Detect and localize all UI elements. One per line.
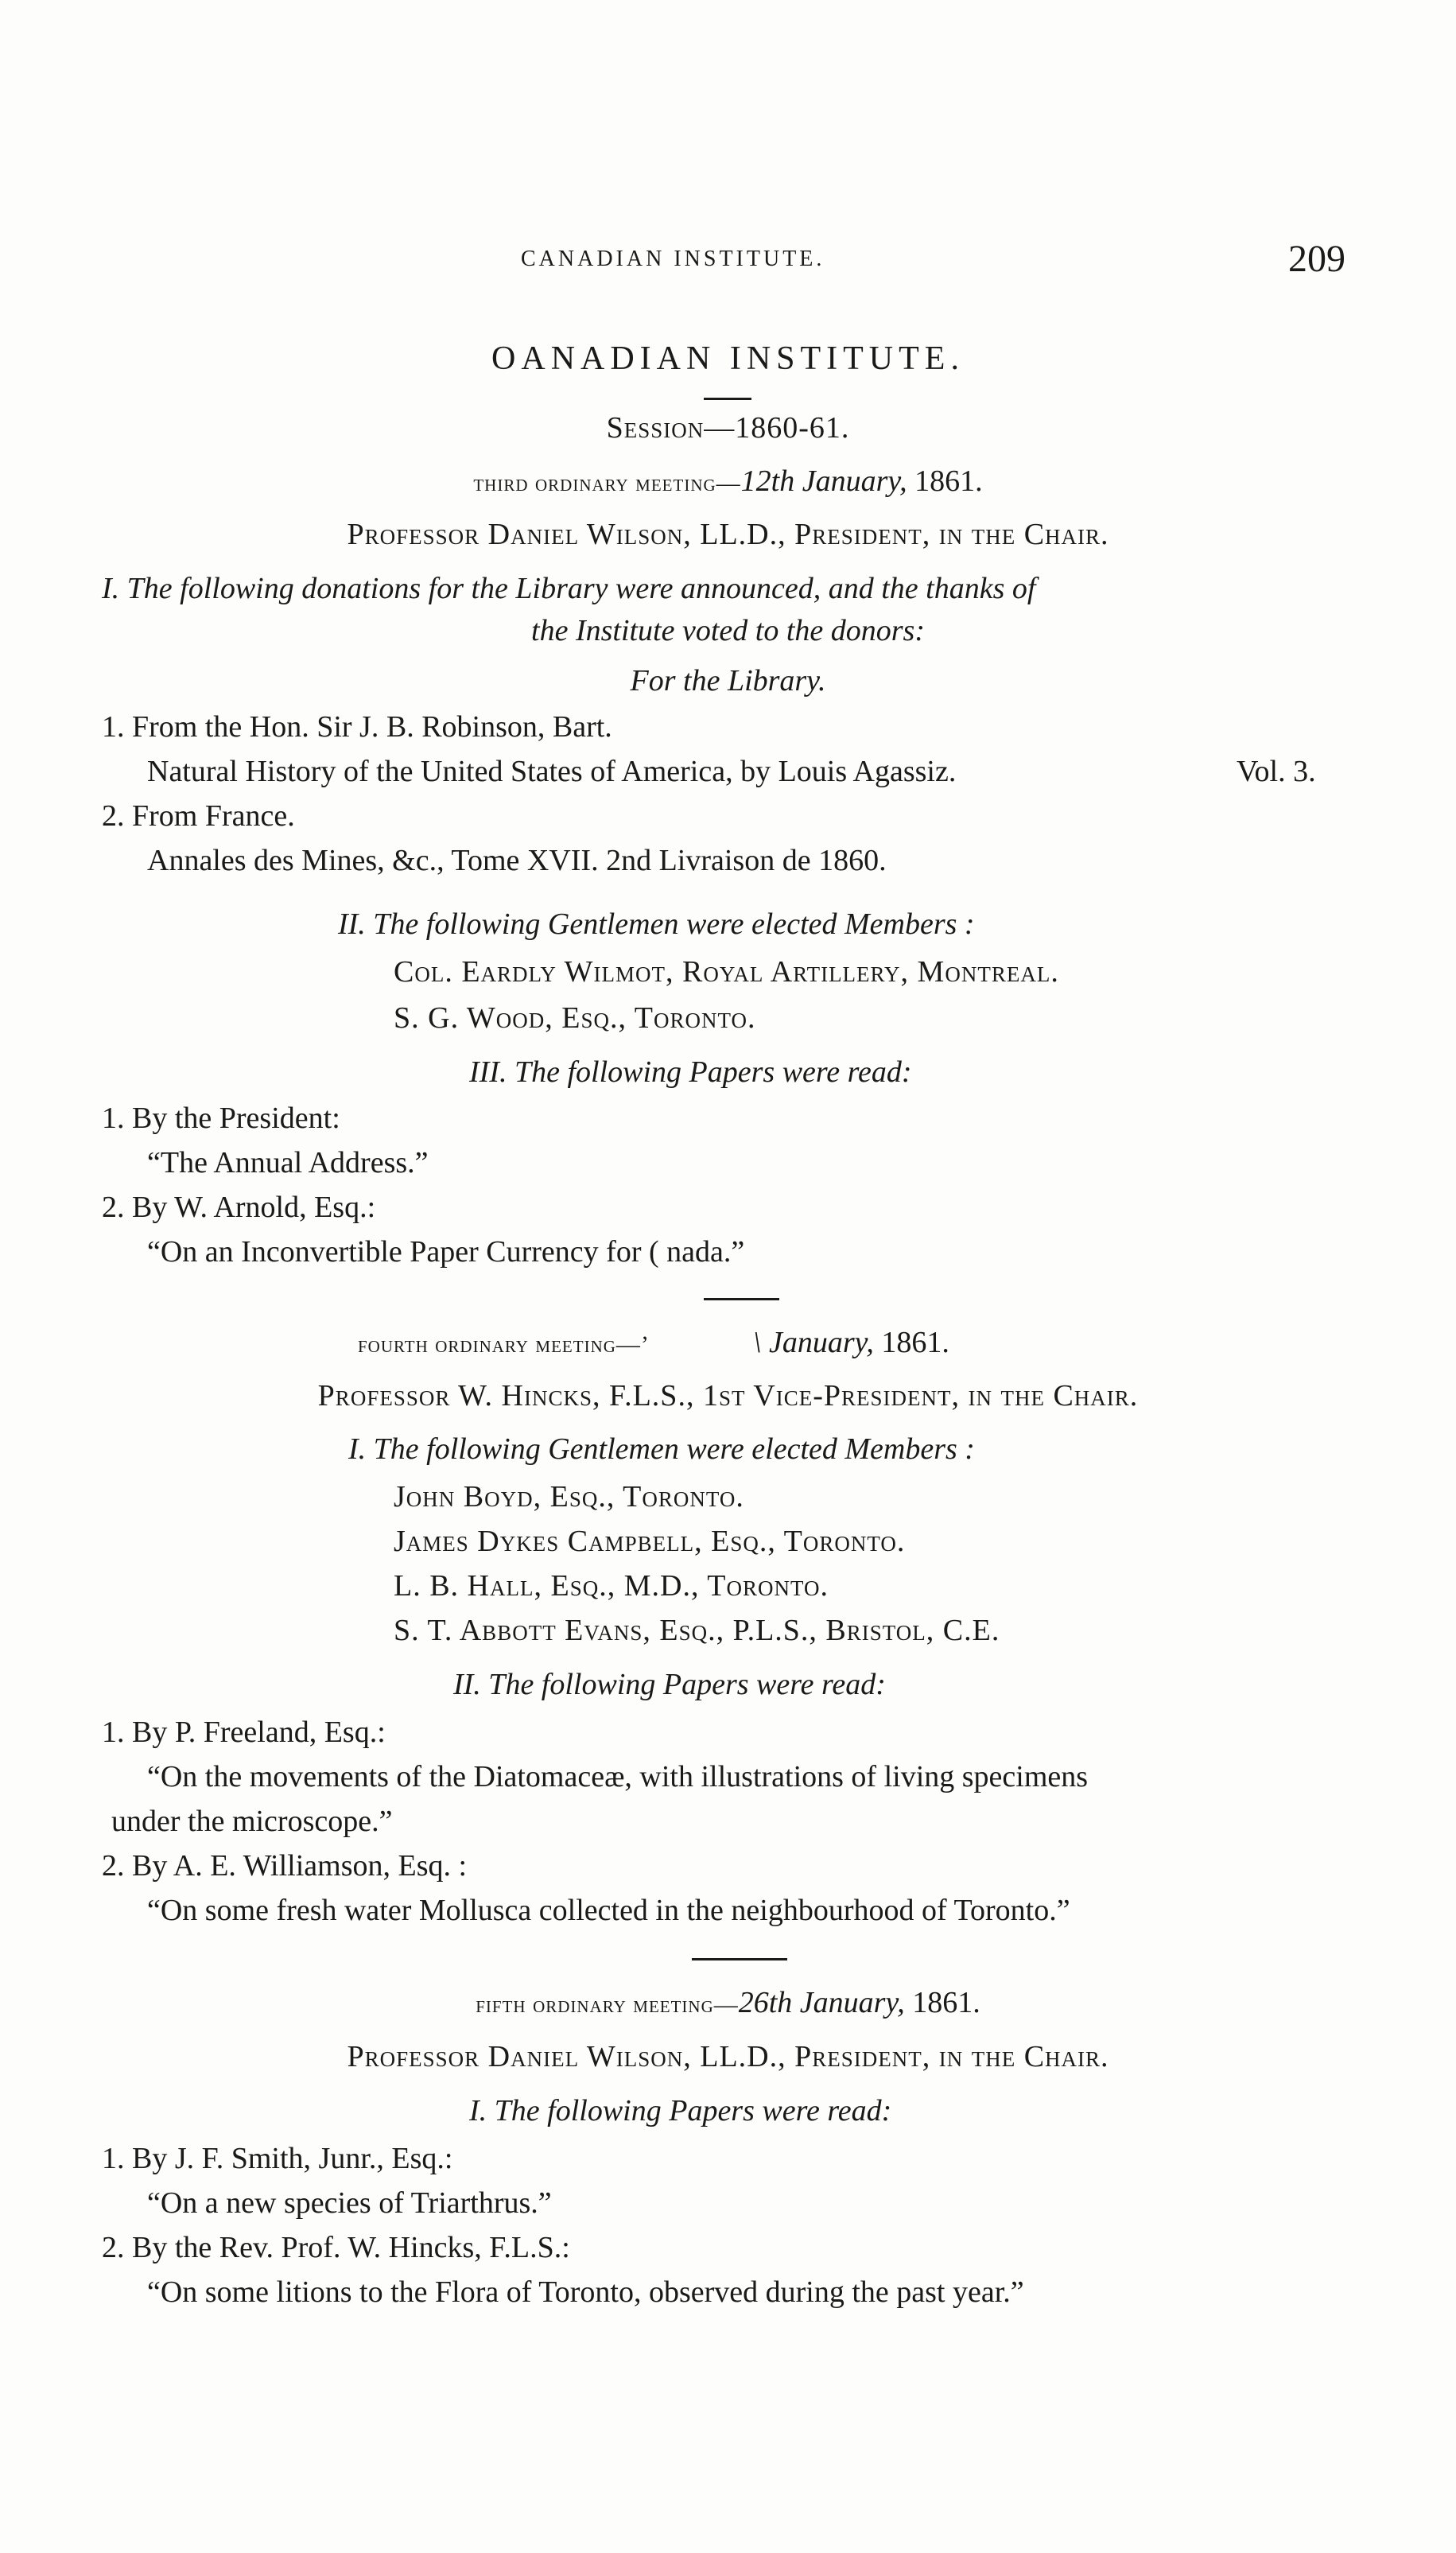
- paper-2-title: “On an Inconvertible Paper Currency for ( nada.”: [147, 1235, 745, 1269]
- paper-2-author: 2. By A. E. Williamson, Esq. :: [102, 1849, 468, 1883]
- donation-1: 1. From the Hon. Sir J. B. Robinson, Bart.: [102, 710, 612, 744]
- heading-date: 12th January,: [740, 464, 907, 498]
- donations-heading-line1: I. The following donations for the Library were announced, and the thanks of: [102, 572, 1036, 605]
- session-line: Session—1860-61.: [606, 411, 850, 445]
- heading-date: 26th January,: [738, 1986, 905, 2019]
- section-rule-1: [704, 1298, 779, 1300]
- paper-1-author: 1. By the President:: [102, 1102, 340, 1135]
- for-library-subheading: For the Library.: [630, 664, 826, 698]
- fourth-meeting-chair: Professor W. Hincks, F.L.S., 1st Vice-President, in the Chair.: [317, 1379, 1139, 1413]
- paper-1-title-line1: “On the movements of the Diatomaceæ, with illustrations of living specimens: [147, 1760, 1089, 1793]
- title-rule: [704, 398, 751, 400]
- running-title: CANADIAN INSTITUTE.: [521, 247, 825, 271]
- paper-1-title-line2: under the microscope.”: [111, 1805, 393, 1838]
- page-title: OANADIAN INSTITUTE.: [491, 340, 965, 377]
- paper-1-title: “The Annual Address.”: [147, 1146, 429, 1179]
- member-3: L. B. Hall, Esq., M.D., Toronto.: [394, 1569, 829, 1603]
- heading-label: fifth ordinary meeting—: [476, 1991, 739, 2018]
- donation-2: 2. From France.: [102, 799, 295, 833]
- heading-year: 1861.: [907, 464, 983, 498]
- donation-1-item: Natural History of the United States of America, by Louis Agassiz.: [147, 755, 957, 788]
- heading-date: \ January,: [752, 1326, 874, 1359]
- page-number: 209: [1288, 238, 1345, 280]
- donations-heading-line2: the Institute voted to the donors:: [531, 614, 925, 647]
- paper-2-title: “On some litions to the Flora of Toronto, observed during the past year.”: [147, 2275, 1024, 2309]
- heading-label: fourth ordinary meeting—’: [358, 1331, 650, 1358]
- donation-1-volume: Vol. 3.: [1237, 755, 1316, 788]
- members-heading: I. The following Gentlemen were elected Members :: [348, 1432, 975, 1466]
- third-meeting-heading: [0, 465, 1456, 499]
- third-meeting-chair: Professor Daniel Wilson, LL.D., President, in the Chair.: [347, 518, 1109, 551]
- member-1: John Boyd, Esq., Toronto.: [394, 1480, 744, 1514]
- fourth-meeting-heading: [358, 1327, 949, 1360]
- member-2: James Dykes Campbell, Esq., Toronto.: [394, 1525, 906, 1558]
- heading-year: 1861.: [873, 1326, 949, 1359]
- papers-heading: I. The following Papers were read:: [469, 2094, 892, 2128]
- fifth-meeting-heading: [0, 1987, 1456, 2020]
- paper-2-author: 2. By W. Arnold, Esq.:: [102, 1191, 376, 1224]
- section-rule-2: [692, 1958, 787, 1960]
- fifth-meeting-chair: Professor Daniel Wilson, LL.D., President, in the Chair.: [347, 2040, 1109, 2073]
- member-2: S. G. Wood, Esq., Toronto.: [394, 1001, 756, 1035]
- papers-heading: III. The following Papers were read:: [469, 1055, 912, 1089]
- heading-label: third ordinary meeting—: [473, 470, 741, 496]
- papers-heading: II. The following Papers were read:: [453, 1668, 886, 1701]
- paper-1-author: 1. By P. Freeland, Esq.:: [102, 1716, 386, 1749]
- members-heading: II. The following Gentlemen were elected Members :: [338, 907, 975, 941]
- heading-year: 1861.: [904, 1986, 980, 2019]
- donation-2-item: Annales des Mines, &c., Tome XVII. 2nd Livraison de 1860.: [147, 844, 887, 877]
- paper-2-title: “On some fresh water Mollusca collected in the neighbourhood of Toronto.”: [147, 1894, 1070, 1927]
- member-4: S. T. Abbott Evans, Esq., P.L.S., Bristol, C.E.: [394, 1614, 1000, 1647]
- paper-2-author: 2. By the Rev. Prof. W. Hincks, F.L.S.:: [102, 2231, 570, 2264]
- paper-1-author: 1. By J. F. Smith, Junr., Esq.:: [102, 2142, 453, 2175]
- member-1: Col. Eardly Wilmot, Royal Artillery, Montreal.: [394, 955, 1059, 989]
- paper-1-title: “On a new species of Triarthrus.”: [147, 2186, 552, 2220]
